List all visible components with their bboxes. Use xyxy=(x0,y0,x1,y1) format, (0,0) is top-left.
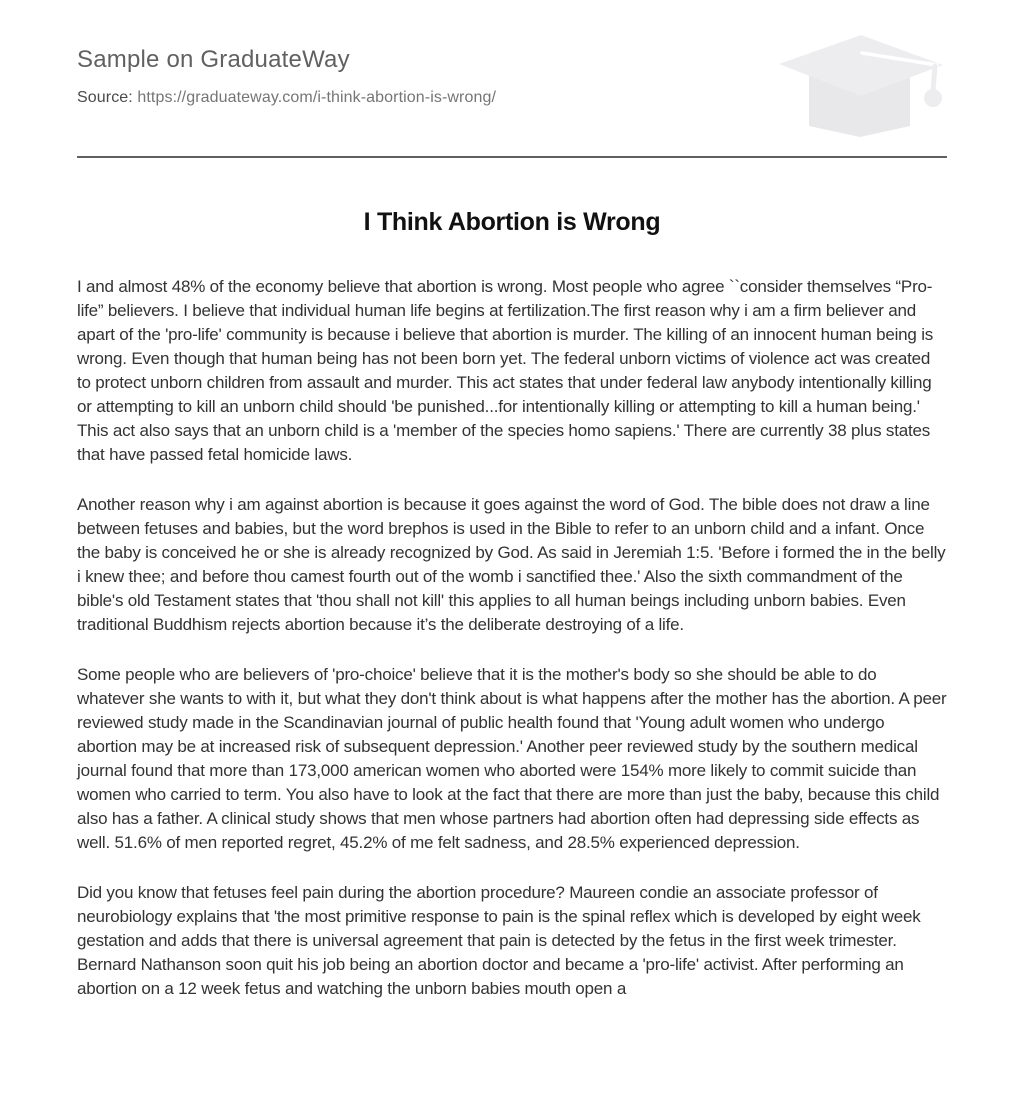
essay-paragraph: Some people who are believers of 'pro-choice' believe that it is the mother's body so she should be able to do whatever she wants to with it, but what they don't think about is what happens after the mother has the abortion. A peer reviewed study made in the Scandinavian journal of public health found that 'Young adult women who undergo abortion may be at increased risk of subsequent depression.' Another peer reviewed study by the southern medical journal found that more than 173,000 american women who aborted were 154% more likely to commit suicide than women who carried to term. You also have to look at the fact that there are more than just the baby, because this child also has a father. A clinical study shows that men whose partners had abortion often had depressing side effects as well. 51.6% of men reported regret, 45.2% of me felt sadness, and 28.5% experienced depression. xyxy=(77,665,947,852)
essay-paragraph: I and almost 48% of the economy believe that abortion is wrong. Most people who agree ``consider themselves “Pro-life” believers. I believe that individual human life begins at fertilization.The first reason why i am a firm believer and apart of the 'pro-life' community is because i believe that abortion is murder. The killing of an innocent human being is wrong. Even though that human being has not been born yet. The federal unborn victims of violence act was created to protect unborn children from assault and murder. This act states that under federal law anybody intentionally killing or attempting to kill an unborn child should 'be punished...for intentionally killing or attempting to kill a human being.' This act also says that an unborn child is a 'member of the species homo sapiens.' There are currently 38 plus states that have passed fetal homicide laws. xyxy=(77,277,934,464)
header-divider xyxy=(77,156,947,158)
source-label: Source: xyxy=(77,89,133,106)
source-url-link[interactable]: https://graduateway.com/i-think-abortion-is-wrong/ xyxy=(137,89,497,106)
essay-paragraph: Another reason why i am against abortion is because it goes against the word of God. The bible does not draw a line between fetuses and babies, but the word brephos is used in the Bible to refer to an unborn child and a infant. Once the baby is conceived he or she is already recognized by God. As said in Jeremiah 1:5. 'Before i formed the in the belly i knew thee; and before thou camest fourth out of the womb i sanctified thee.' Also the sixth commandment of the bible's old Testament states that 'thou shall not kill' this applies to all human beings including unborn babies. Even traditional Buddhism rejects abortion because it’s the deliberate destroying of a life. xyxy=(77,495,946,634)
essay-paragraph: Did you know that fetuses feel pain during the abortion procedure? Maureen condie an associate professor of neurobiology explains that 'the most primitive response to pain is the spinal reflex which is developed by eight week gestation and adds that there is universal agreement that pain is detected by the fetus in the first week trimester. Bernard Nathanson soon quit his job being an abortion doctor and became a 'pro-life' activist. After performing an abortion on a 12 week fetus and watching the unborn babies mouth open a xyxy=(77,883,921,998)
document-header xyxy=(77,46,947,140)
graduation-cap-icon xyxy=(769,33,951,139)
site-label: Sample on GraduateWay xyxy=(77,46,350,73)
page-title: I Think Abortion is Wrong xyxy=(363,208,661,236)
essay-body xyxy=(77,275,947,1001)
